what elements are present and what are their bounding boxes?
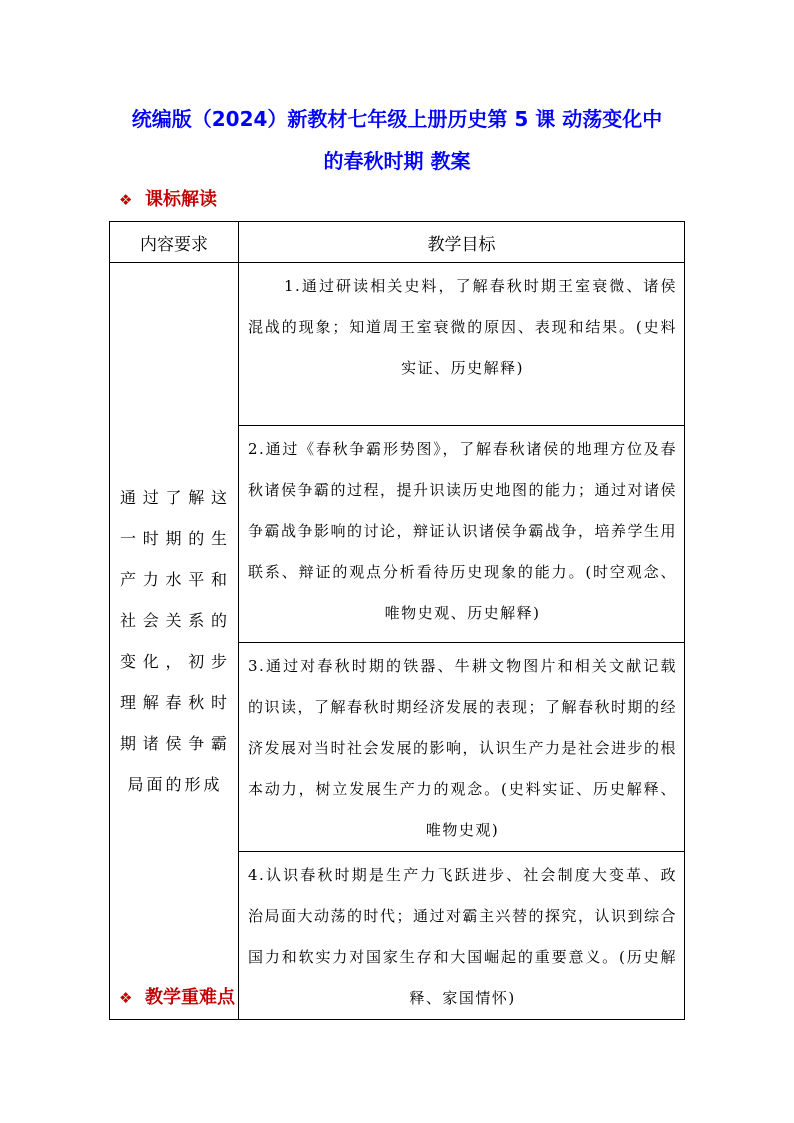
goal-cell-1 — [239, 263, 685, 426]
document-title-line-2: 的春秋时期 教案 — [323, 149, 471, 173]
requirement-text: 通过了解这一时期的生产力水平和社会关系的变化，初步理解春秋时期诸侯争霸局面的形成 — [120, 488, 230, 794]
document-title-line-1: 统编版（2024）新教材七年级上册历史第 5 课 动荡变化中 — [131, 107, 663, 131]
table-row — [110, 263, 685, 426]
goal-text-3: 3.通过对春秋时期的铁器、牛耕文物图片和相关文献记载的识读，了解春秋时期经济发展的表现；了解春秋时期的经济发展对当时社会发展的影响，认识生产力是社会进步的根本动力，树立发展生产力的观念。(史料实证、历史解释、唯物史观) — [248, 657, 678, 839]
diamond-bullet-icon: ❖ — [119, 191, 133, 209]
goal-cell-2 — [239, 426, 685, 643]
goal-text-4: 4.认识春秋时期是生产力飞跃进步、社会制度大变革、政治局面大动荡的时代；通过对霸主兴替的探究，认识到综合国力和软实力对国家生存和大国崛起的重要意义。(历史解释、家国情怀) — [248, 866, 678, 1007]
header-content-requirements: 内容要求 — [110, 222, 239, 263]
goal-text-1: 1.通过研读相关史料，了解春秋时期王室衰微、诸侯混战的现象；知道周王室衰微的原因、表现和结果。(史料实证、历史解释) — [248, 277, 677, 377]
section-heading-key-points — [119, 986, 235, 1010]
requirement-cell — [110, 263, 239, 1020]
section-heading-standards — [119, 188, 217, 212]
goal-text-2: 2.通过《春秋争霸形势图》，了解春秋诸侯的地理方位及春秋诸侯争霸的过程，提升识读历史地图的能力；通过对诸侯争霸战争影响的讨论，辩证认识诸侯争霸战争，培养学生用联系、辩证的观点分析看待历史现象的能力。(时空观念、唯物史观、历史解释) — [248, 440, 678, 622]
header-teaching-goals: 教学目标 — [239, 222, 685, 263]
goal-cell-3 — [239, 643, 685, 852]
curriculum-standards-table — [109, 221, 685, 1020]
section-heading-label: 教学重难点 — [145, 987, 235, 1008]
table-header-row — [110, 222, 685, 263]
section-heading-label: 课标解读 — [145, 189, 217, 210]
diamond-bullet-icon: ❖ — [119, 989, 133, 1007]
goal-cell-4 — [239, 852, 685, 1020]
